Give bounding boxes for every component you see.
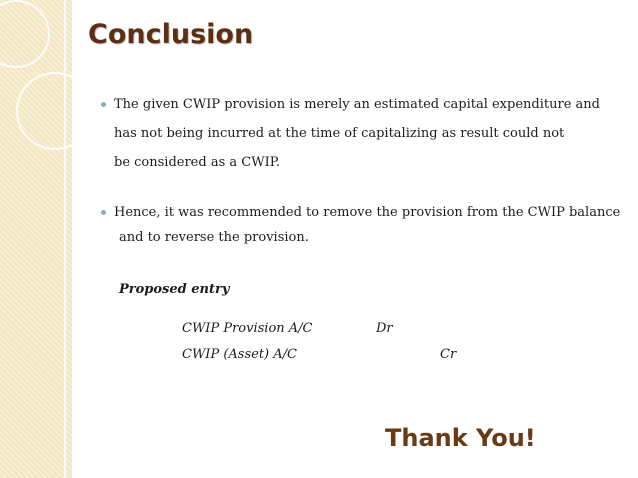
slide-title: Conclusion [88, 19, 254, 50]
entry-side-debit: Dr [376, 321, 393, 336]
entry-side-credit: Cr [440, 347, 457, 362]
bullet-1-line-2: has not being incurred at the time of capitalizing as result could not [114, 126, 565, 141]
bullet-1-line-1: The given CWIP provision is merely an estimated capital expenditure and [114, 97, 600, 112]
proposed-entry-heading: Proposed entry [119, 282, 230, 297]
strip-divider-line [64, 0, 66, 478]
bullet-1-line-3: be considered as a CWIP. [114, 155, 280, 170]
bullet-point-icon [101, 210, 106, 215]
decorative-side-strip [0, 0, 72, 478]
entry-account-credit: CWIP (Asset) A/C [182, 347, 297, 362]
decorative-ring [0, 0, 50, 68]
bullet-point-icon [101, 102, 106, 107]
entry-account-debit: CWIP Provision A/C [182, 321, 313, 336]
bullet-2-line-1: Hence, it was recommended to remove the provision from the CWIP balance [114, 205, 621, 220]
bullet-2-line-2: and to reverse the provision. [119, 230, 309, 245]
thank-you-text: Thank You! [385, 424, 536, 452]
